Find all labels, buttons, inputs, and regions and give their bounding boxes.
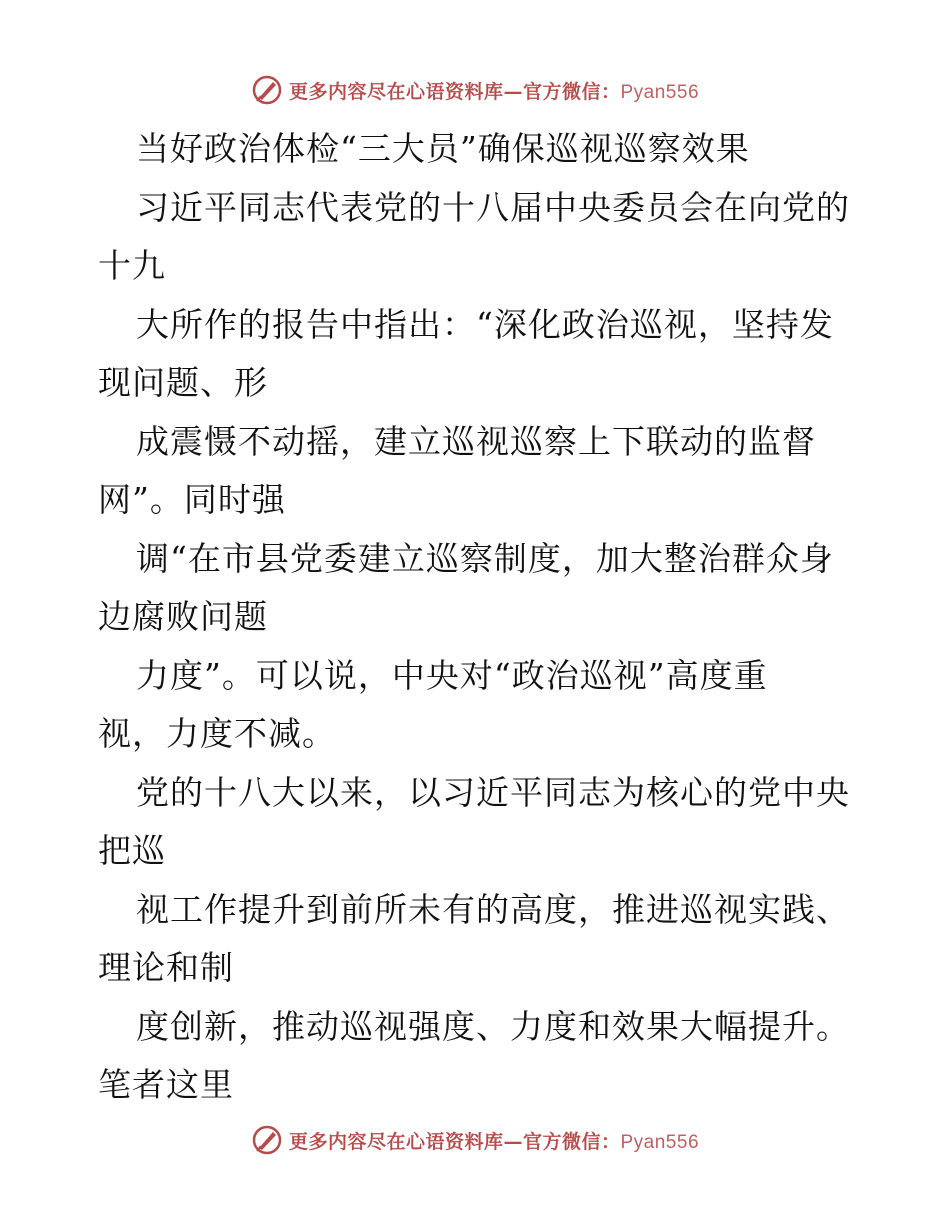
text-line: 视，力度不减。 — [98, 714, 336, 753]
header-watermark — [0, 70, 950, 110]
footer-watermark — [0, 1120, 950, 1160]
watermark-brand: 更多内容尽在心语资料库 — [288, 80, 504, 103]
watermark-account: Pyan556 — [620, 1131, 700, 1153]
text-line: 把巡 — [98, 831, 166, 870]
text-line: 大所作的报告中指出：“深化政治巡视，坚持发 — [136, 304, 834, 344]
text-line: 度创新，推动巡视强度、力度和效果大幅提升。 — [136, 1006, 850, 1046]
text-line: 当好政治体检“三大员”确保巡视巡察效果 — [136, 129, 750, 168]
text-line: 习近平同志代表党的十八届中央委员会在向党的 — [136, 187, 850, 227]
quill-logo-icon — [251, 1124, 283, 1156]
watermark-separator: — — [503, 80, 523, 103]
text-line: 笔者这里 — [98, 1065, 234, 1104]
watermark-separator: — — [503, 1130, 523, 1153]
watermark-account: Pyan556 — [620, 81, 700, 103]
text-line: 成震慑不动摇，建立巡视巡察上下联动的监督 — [136, 421, 816, 461]
watermark-suffix: 官方微信： — [522, 80, 621, 103]
watermark-suffix: 官方微信： — [522, 1130, 621, 1153]
text-line: 边腐败问题 — [98, 597, 268, 636]
quill-logo-icon — [251, 74, 283, 106]
text-line: 党的十八大以来，以习近平同志为核心的党中央 — [136, 772, 850, 812]
text-line: 力度”。可以说，中央对“政治巡视”高度重 — [136, 655, 768, 695]
text-line: 网”。同时强 — [98, 480, 286, 519]
text-line: 现问题、形 — [98, 363, 268, 402]
text-line: 视工作提升到前所未有的高度，推进巡视实践、 — [136, 889, 850, 929]
text-line: 调“在市县党委建立巡察制度，加大整治群众身 — [136, 538, 834, 578]
watermark-text — [289, 1127, 699, 1154]
text-line: 理论和制 — [98, 948, 234, 987]
text-line: 十九 — [98, 246, 166, 285]
watermark-brand: 更多内容尽在心语资料库 — [288, 1130, 504, 1153]
document-body — [98, 120, 858, 1115]
watermark-text — [289, 77, 699, 104]
